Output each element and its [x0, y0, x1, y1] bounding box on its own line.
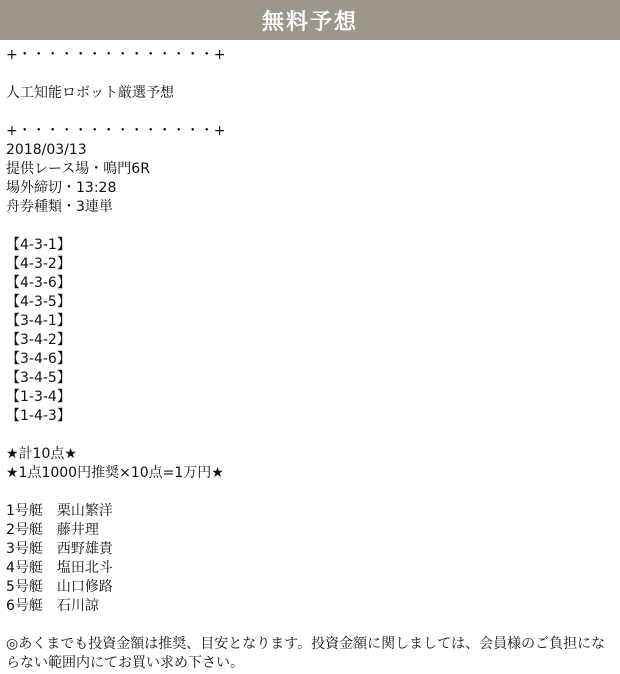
- race-date: 2018/03/13: [6, 142, 87, 158]
- spacer: [6, 616, 614, 635]
- combination-item: 【3-4-1】: [6, 313, 71, 329]
- combination-item: 【1-4-3】: [6, 408, 71, 424]
- racer-item: 6号艇 石川諒: [6, 598, 99, 614]
- bet-summary: ★1点1000円推奨×10点=1万円★: [6, 465, 224, 481]
- spacer: [6, 217, 614, 236]
- racer-list: [6, 502, 614, 616]
- cutoff-time: 場外締切・13:28: [6, 180, 117, 196]
- combination-item: 【3-4-6】: [6, 351, 71, 367]
- header-bar: [0, 0, 620, 40]
- spacer: [6, 426, 614, 445]
- combination-item: 【4-3-2】: [6, 256, 71, 272]
- divider-top: +・・・・・・・・・・・・・・+: [6, 47, 226, 63]
- race-venue: 提供レース場・鳴門6R: [6, 161, 150, 177]
- ticket-type: 舟券種類・3連単: [6, 199, 113, 215]
- spacer: [6, 103, 614, 122]
- racer-item: 1号艇 栗山繁洋: [6, 503, 113, 519]
- racer-item: 4号艇 塩田北斗: [6, 560, 113, 576]
- disclaimer-note: ◎あくまでも投資金額は推奨、目安となります。投資金額に関しましては、会員様のご負担にならない範囲内にてお買い求め下さい。: [6, 636, 606, 671]
- prediction-content: [0, 40, 614, 673]
- combination-item: 【4-3-1】: [6, 237, 71, 253]
- total-points: ★計10点★: [6, 446, 77, 462]
- racer-item: 5号艇 山口修路: [6, 579, 113, 595]
- combination-item: 【3-4-5】: [6, 370, 71, 386]
- combination-item: 【3-4-2】: [6, 332, 71, 348]
- combination-list: [6, 236, 614, 426]
- combination-item: 【4-3-6】: [6, 275, 71, 291]
- headline: 人工知能ロボット厳選予想: [6, 85, 174, 101]
- divider-bottom: +・・・・・・・・・・・・・・+: [6, 123, 226, 139]
- racer-item: 2号艇 藤井理: [6, 522, 99, 538]
- combination-item: 【4-3-5】: [6, 294, 71, 310]
- racer-item: 3号艇 西野雄貴: [6, 541, 113, 557]
- page-title: 無料予想: [261, 9, 358, 35]
- spacer: [6, 483, 614, 502]
- spacer: [6, 65, 614, 84]
- combination-item: 【1-3-4】: [6, 389, 71, 405]
